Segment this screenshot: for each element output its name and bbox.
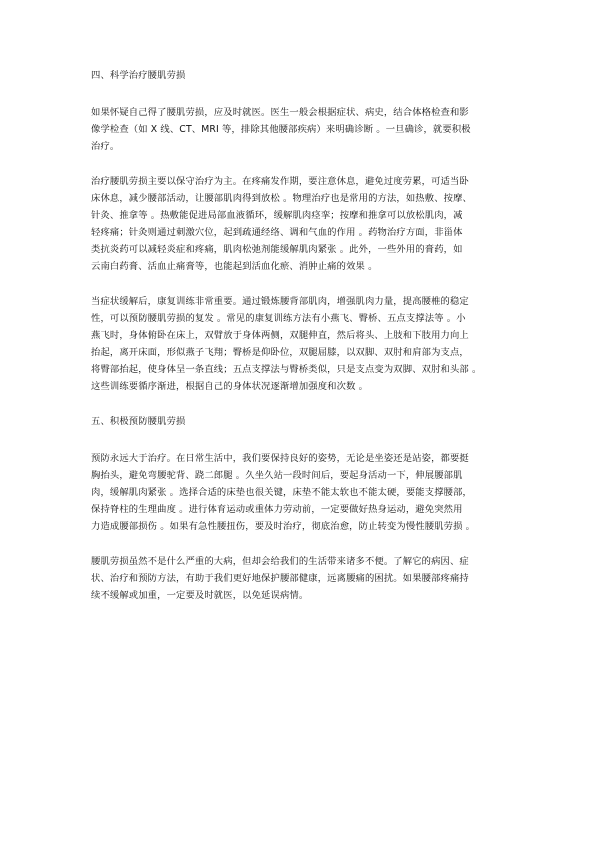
text-line: 预防永远大于治疗。在日常生活中，我们要保持良好的姿势，无论是坐姿还是站姿，都要挺 [91, 453, 469, 464]
text-line: 云南白药膏、活血止痛膏等，也能起到活血化瘀、消肿止痛的效果 。 [91, 261, 378, 272]
section-heading: 五、积极预防腰肌劳损 [91, 416, 186, 427]
paragraph [91, 450, 521, 535]
text-line: 治疗腰肌劳损主要以保守治疗为主。在疼痛发作期，要注意休息，避免过度劳累，可适当卧 [91, 176, 469, 187]
text-line: 肉，缓解肌肉紧张 。选择合适的床垫也很关键，床垫不能太软也不能太硬，要能支撑腰部， [91, 487, 472, 498]
text-line: 燕飞时，身体俯卧在床上，双臂放于身体两侧，双腿伸直，然后将头、上肢和下肢用力向上 [91, 330, 469, 341]
paragraph [91, 173, 521, 275]
text-line: 像学检查（如 X 线、CT、MRI 等，排除其他腰部疾病）来明确诊断 。一旦确诊，就要积极 [91, 124, 471, 135]
paragraph [91, 293, 521, 395]
text-line: 胸抬头，避免弯腰驼背、跷二郎腿 。久坐久站一段时间后，要起身活动一下，伸展腰部肌 [91, 470, 463, 481]
text-line: 当症状缓解后，康复训练非常重要。通过锻炼腰背部肌肉，增强肌肉力量，提高腰椎的稳定 [91, 296, 469, 307]
text-line: 治疗。 [91, 141, 120, 152]
text-line: 这些训练要循序渐进，根据自己的身体状况逐渐增加强度和次数 。 [91, 381, 369, 392]
document-body [91, 68, 521, 604]
text-line: 针灸、推拿等 。热敷能促进局部血液循环，缓解肌肉痉挛；按摩和推拿可以放松肌肉，减 [91, 210, 463, 221]
text-line: 力造成腰部损伤 。如果有急性腰扭伤，要及时治疗，彻底治愈，防止转变为慢性腰肌劳损 。 [91, 521, 476, 532]
section-heading: 四、科学治疗腰肌劳损 [91, 70, 186, 81]
paragraph [91, 553, 521, 604]
text-line: 床休息，减少腰部活动，让腰部肌肉得到放松 。物理治疗也是常用的方法，如热敷、按摩、 [91, 193, 472, 204]
text-line: 将臀部抬起，使身体呈一条直线；五点支撑法与臀桥类似，只是支点变为双脚、双肘和头部 。 [91, 364, 482, 375]
text-line: 续不缓解或加重，一定要及时就医，以免延误病情。 [91, 590, 309, 601]
text-line: 腰肌劳损虽然不是什么严重的大病，但却会给我们的生活带来诸多不便。了解它的病因、症 [91, 556, 469, 567]
text-line: 类抗炎药可以减轻炎症和疼痛，肌肉松弛剂能缓解肌肉紧张 。此外，一些外用的膏药，如 [91, 244, 463, 255]
text-line: 状、治疗和预防方法，有助于我们更好地保护腰部健康，远离腰痛的困扰。如果腰部疼痛持 [91, 573, 469, 584]
text-line: 如果怀疑自己得了腰肌劳损，应及时就医。医生一般会根据症状、病史，结合体格检查和影 [91, 107, 469, 118]
text-line: 性，可以预防腰肌劳损的复发 。常见的康复训练方法有小燕飞、臀桥、五点支撑法等 。小 [91, 313, 466, 324]
text-line: 保持脊柱的生理曲度 。进行体育运动或重体力劳动前，一定要做好热身运动，避免突然用 [91, 504, 463, 515]
text-line: 抬起，离开床面，形似燕子飞翔；臀桥是仰卧位，双腿屈膝，以双脚、双肘和肩部为支点， [91, 347, 469, 358]
text-line: 轻疼痛；针灸则通过刺激穴位，起到疏通经络、调和气血的作用 。药物治疗方面，非甾体 [91, 227, 463, 238]
paragraph [91, 104, 521, 155]
